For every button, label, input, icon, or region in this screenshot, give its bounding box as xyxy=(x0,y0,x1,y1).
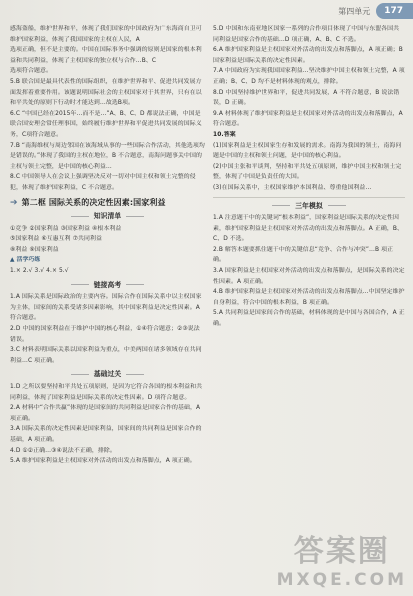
page-number-badge: 177 xyxy=(376,3,413,19)
watermark-text: 答案圈 xyxy=(293,534,390,569)
subheading-three-year: 三年模拟 xyxy=(213,201,405,212)
answer-paragraph: 感海盗船，维护世界和平，体现了我们国家的中国政府为广东海商自卫可维护国家利益，体现了我国国家的主权在人民，A xyxy=(10,26,202,43)
site-watermark xyxy=(277,526,407,590)
knowledge-line: ①竞争 ②国家利益 ③国家利益 ④根本利益 xyxy=(10,225,122,232)
answer-paragraph: (3)在国际关系中，主权国家维护本国利益、尊重他国利益… xyxy=(213,184,372,191)
right-column xyxy=(213,24,405,330)
answer-item: 3.C 材料表明国际关系以国家利益为重点，中美两国在诸多领域存在共同利益…C 项正确。 xyxy=(10,347,202,364)
answer-item: 5.A 维护国家利益是主权国家对外活动的出发点和落脚点，A 项正确。 xyxy=(10,458,196,465)
page-header xyxy=(0,0,413,22)
subheading-knowledge: 知识清单 xyxy=(10,211,205,222)
answer-item: 5.A 共同利益是国家间合作的基础，材料体现的是中国与各国合作，A 正确。 xyxy=(213,310,405,328)
answer-item: 1.D 之所以要坚持和平共处五项原则，是因为它符合各国的根本利益和共同利益，体现了国家利益是国际关系的决定性因素。D 项符合题意。 xyxy=(10,384,203,401)
answer-paragraph: (2)中国主张和平谈判，坚持和平共处五项原则，维护中国主权和领土完整，体现了中国是负责任的大国。 xyxy=(213,163,402,181)
answer-item: 2.A 材料中“合作共赢”体现的是国家间的共同利益是国家合作的基础，A 项正确。 xyxy=(10,405,201,422)
subheading-gaokao: 链接高考 xyxy=(10,280,205,291)
answer-item: 1.A 注意题干中的关键词“根本利益”，国家利益是国际关系的决定性因素，维护国家利益是主权国家对外活动的出发点和落脚点。A 正确，B、C、D 不选。 xyxy=(213,215,403,243)
answer-item: 5.D 中国和东南亚地区国家一系列的合作项目体现了中国与东盟各国共同利益是国家合作的基础…D 项正确，A、B、C 不选。 xyxy=(213,26,400,43)
answer-item: 4.B 维护国家利益是主权国家对外活动的出发点和落脚点…中国坚定维护自身利益，符合中国的根本利益，B 项正确。 xyxy=(213,289,405,306)
chapter-label: 第四单元 xyxy=(338,6,371,16)
answer-heading: 10.答案 xyxy=(213,131,236,138)
answer-item: 6.A 维护国家利益是主权国家对外活动的出发点和落脚点，A 项正确；B 国家利益是国际关系的决定性因素。 xyxy=(213,47,403,64)
answer-paragraph: 选项正确，但不是主要的。中国在国际事务中强调的原则是国家的根本利益和共同利益，体现了主权国家的独立权与合作…B、C xyxy=(10,47,202,64)
arrow-icon: ➔ xyxy=(10,197,18,208)
drill-answers: 1.× 2.√ 3.√ 4.× 5.√ xyxy=(10,268,69,275)
section-title: 第二框 国际关系的决定性因素:国家利益 xyxy=(21,197,166,207)
section-heading xyxy=(10,198,205,209)
answer-item: 7.B “南海维权与周边邻国在该海域从事的一些国际合作活动，其他选项均是错误的。”体现了我国的主权在地位，B 不合题意，南海问题事关中国的主权与领土完整，是中国的核心利益… xyxy=(10,142,205,170)
answer-item: 8.D 中国坚持维护世界和平，促进共同发展，A 不符合题意，B 说法错误，D 正确。 xyxy=(213,89,400,107)
answer-item: 6.C “中国已经在2015年…而不是…”A、B、C、D 都说法正确，中国是联合国安理会常任理事国，始终履行维护世界和平促进共同发展的国际义务，C项符合题意。 xyxy=(10,110,202,138)
knowledge-line: ⑧利益 ⑨国家利益 xyxy=(10,246,59,253)
answer-item: 5.B 联合国是最具代表性的国际组织，在维护世界和平、促进共同发展方面发挥着重要作用。该题说明国际社会的主权国家对于其世界，只有在以和平共处的原则下行动时才能达到…故选B项。 xyxy=(10,78,202,107)
left-column xyxy=(10,24,205,467)
answer-paragraph: (1)国家利益是主权国家生存和发展的需求。南海为我国的领土，南海问题是中国的主权和领土问题，是中国的核心利益。 xyxy=(213,142,402,160)
answer-item: 9.A 材料体现了维护国家利益是主权国家对外活动的出发点和落脚点，A 符合题意。 xyxy=(213,110,403,128)
answer-item: 3.A 国际关系的决定性因素是国家利益，国家间的共同利益是国家合作的基础，A 项正确。 xyxy=(10,426,202,443)
answer-item: 7.A 中国政府为实现我国国家利益…坚决维护中国主权和领土完整，A 项正确；B、C、D 均不是材料体现的观点，排除。 xyxy=(213,68,405,85)
answer-item: 2.B 解答本题要抓住题干中的关键信息“竞争、合作与冲突”…B 项正确。 xyxy=(213,246,394,264)
subheading-basics: 基础过关 xyxy=(10,369,205,380)
drill-label: ▲ 活学巧练 xyxy=(10,257,41,264)
watermark-url: MXQE.COM xyxy=(276,570,407,590)
knowledge-line: ⑤国家利益 ⑥互惠互利 ⑦共同利益 xyxy=(10,236,102,243)
answer-item: 2.D 中国的国家利益在于维护中国的核心利益，①④符合题意；②③说法错误。 xyxy=(10,326,200,343)
answer-item: 4.D ①②正确…③④说法不正确，排除。 xyxy=(10,447,116,454)
answer-item: 8.C 中国领导人在会议上强调坚决反对一切对中国主权和领土完整的侵犯，体现了维护国家利益，C 不合题意。 xyxy=(10,174,196,191)
divider xyxy=(213,197,405,198)
answer-paragraph: 选项符合题意。 xyxy=(10,68,52,75)
answer-item: 3.A 国家利益是主权国家对外活动的出发点和落脚点，是国际关系的决定性因素。A 项正确。 xyxy=(213,268,405,285)
answer-item: 1.A 国际关系是国际政治的主要内容。国际合作在国际关系中以主权国家为主体，国家间的关系受诸多因素影响，其中国家利益是决定性因素。A 符合题意。 xyxy=(10,294,202,322)
